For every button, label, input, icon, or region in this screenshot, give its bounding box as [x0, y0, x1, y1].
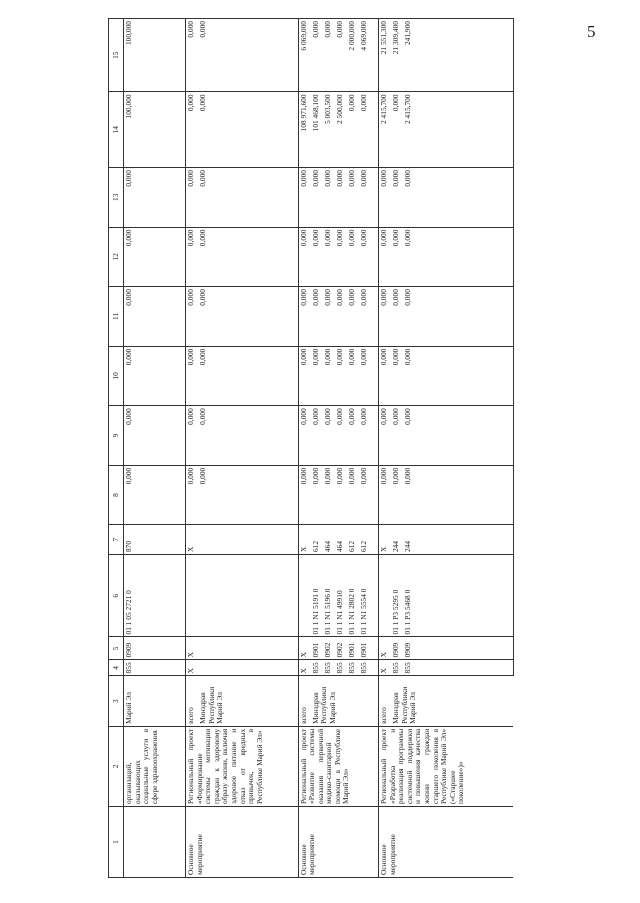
grbs-code: 855 [124, 660, 186, 676]
column-number: 14 [109, 92, 124, 168]
csr-code [379, 555, 392, 637]
activity-type-cell [124, 807, 186, 878]
csr-code: 01 1 N1 5191 0 [311, 555, 323, 637]
value-cell: 0,000 [379, 346, 392, 406]
value-cell: 100,000 [124, 92, 186, 168]
value-cell: 0,000 [359, 92, 379, 168]
activity-description: Региональный проект «Развитие системы оказания первичной медико-санитарной помощи в Республике Марий Эл» [298, 726, 379, 806]
value-cell: 0,000 [379, 287, 392, 347]
vr-code: 870 [124, 525, 186, 555]
csr-code: 01 1 N1 5554 0 [359, 555, 379, 637]
column-number: 1 [109, 807, 124, 878]
grbs-code: 855 [391, 660, 403, 676]
column-number: 15 [109, 19, 124, 92]
activity-type-cell: Основное мероприятие [298, 807, 379, 878]
value-cell: 2 000,000 [347, 19, 359, 92]
value-cell: 0,000 [186, 287, 199, 347]
value-cell: 0,000 [198, 346, 298, 406]
value-cell: 0,000 [347, 287, 359, 347]
grbs-code: 855 [335, 660, 347, 676]
grbs-code: 855 [323, 660, 335, 676]
value-cell: 0,000 [186, 227, 199, 287]
value-cell: 0,000 [311, 346, 323, 406]
csr-code [198, 555, 298, 637]
value-cell: 0,000 [335, 168, 347, 228]
budget-table [108, 18, 514, 878]
value-cell: 0,000 [403, 168, 513, 228]
csr-code: 01 1 P3 5468 0 [403, 555, 513, 637]
rzpr-code: 0901 [347, 637, 359, 660]
value-cell: 101 468,100 [311, 92, 323, 168]
activity-description: организаций, оказывающих социальные услуги в сфере здравоохранения [124, 726, 186, 806]
value-cell: 0,000 [198, 227, 298, 287]
table-row [379, 19, 392, 878]
value-cell: 0,000 [403, 465, 513, 525]
value-cell: 0,000 [311, 465, 323, 525]
value-cell: 2 415,700 [379, 92, 392, 168]
rzpr-code: 0901 [359, 637, 379, 660]
rzpr-code: X [186, 637, 199, 660]
csr-code: 01 1 P3 5295 0 [391, 555, 403, 637]
value-cell: 0,000 [359, 287, 379, 347]
csr-code: 01 1 05 2721 0 [124, 555, 186, 637]
column-number: 4 [109, 660, 124, 676]
value-cell: 108 971,600 [298, 92, 311, 168]
value-cell: 0,000 [311, 168, 323, 228]
vr-code: X [379, 525, 392, 555]
activity-description: Региональный проект «Разработка и реализация программы системной поддержки и повышения качества жизни граждан старшего поколения в Республике Марий Эл» («Старшее поколение»)» [379, 726, 514, 806]
activity-type-cell: Основное мероприятие [379, 807, 514, 878]
activity-description: Региональный проект «Формирование системы мотивации граждан к здоровому образу жизни, включая здоровое питание и отказ от вредных привычек, в Республике Марий Эл» [186, 726, 299, 806]
grbs-code [198, 660, 298, 676]
rotated-sheet [108, 18, 528, 878]
value-cell: 0,000 [186, 346, 199, 406]
value-cell: 100,000 [124, 19, 186, 92]
value-cell: 0,000 [335, 346, 347, 406]
vr-code: 612 [311, 525, 323, 555]
value-cell: 0,000 [198, 92, 298, 168]
vr-code: 464 [335, 525, 347, 555]
value-cell: 0,000 [323, 287, 335, 347]
value-cell: 0,000 [359, 346, 379, 406]
rzpr-code [198, 637, 298, 660]
column-number: 2 [109, 726, 124, 806]
vr-code: X [298, 525, 311, 555]
value-cell: 0,000 [359, 406, 379, 466]
value-cell: 0,000 [347, 465, 359, 525]
executor-cell: Минздрав Республики Марий Эл [391, 676, 513, 726]
value-cell: 0,000 [359, 168, 379, 228]
value-cell: 0,000 [298, 406, 311, 466]
grbs-code: X [379, 660, 392, 676]
value-cell: 0,000 [323, 346, 335, 406]
value-cell: 0,000 [391, 465, 403, 525]
value-cell: 0,000 [335, 19, 347, 92]
column-number: 12 [109, 227, 124, 287]
value-cell: 0,000 [359, 227, 379, 287]
value-cell: 0,000 [391, 287, 403, 347]
value-cell: 0,000 [298, 465, 311, 525]
value-cell: 0,000 [403, 287, 513, 347]
value-cell: 2 415,700 [403, 92, 513, 168]
value-cell: 0,000 [311, 406, 323, 466]
rzpr-code: 0902 [335, 637, 347, 660]
value-cell: 0,000 [124, 465, 186, 525]
value-cell: 0,000 [335, 465, 347, 525]
value-cell: 241,900 [403, 19, 513, 92]
value-cell: 0,000 [124, 346, 186, 406]
value-cell: 0,000 [198, 287, 298, 347]
value-cell: 0,000 [323, 227, 335, 287]
value-cell: 0,000 [391, 168, 403, 228]
executor-cell: всего [186, 676, 199, 726]
grbs-code: X [186, 660, 199, 676]
grbs-code: 855 [311, 660, 323, 676]
value-cell: 0,000 [198, 168, 298, 228]
column-number: 10 [109, 346, 124, 406]
value-cell: 0,000 [391, 346, 403, 406]
vr-code [198, 525, 298, 555]
column-number: 3 [109, 676, 124, 726]
csr-code [186, 555, 199, 637]
column-number: 13 [109, 168, 124, 228]
value-cell: 0,000 [379, 168, 392, 228]
value-cell: 0,000 [391, 92, 403, 168]
value-cell: 0,000 [198, 406, 298, 466]
value-cell: 0,000 [323, 19, 335, 92]
value-cell: 0,000 [186, 406, 199, 466]
table-row [298, 19, 311, 878]
value-cell: 0,000 [124, 406, 186, 466]
grbs-code: 855 [403, 660, 513, 676]
page-number: 5 [587, 22, 596, 41]
value-cell: 0,000 [391, 227, 403, 287]
value-cell: 0,000 [379, 406, 392, 466]
value-cell: 0,000 [124, 287, 186, 347]
value-cell: 0,000 [323, 168, 335, 228]
value-cell: 0,000 [335, 406, 347, 466]
value-cell: 0,000 [311, 287, 323, 347]
value-cell: 0,000 [298, 346, 311, 406]
value-cell: 0,000 [403, 227, 513, 287]
value-cell: 0,000 [186, 465, 199, 525]
rzpr-code: 0909 [124, 637, 186, 660]
value-cell: 0,000 [347, 92, 359, 168]
csr-code: 01 1 N1 5196 0 [323, 555, 335, 637]
value-cell: 0,000 [347, 406, 359, 466]
vr-code: 464 [323, 525, 335, 555]
value-cell: 4 069,000 [359, 19, 379, 92]
grbs-code: X [298, 660, 311, 676]
value-cell: 0,000 [403, 406, 513, 466]
csr-code: 01 1 N1 2802 0 [347, 555, 359, 637]
value-cell: 0,000 [298, 227, 311, 287]
rzpr-code: 0901 [311, 637, 323, 660]
value-cell: 0,000 [347, 168, 359, 228]
value-cell: 0,000 [347, 346, 359, 406]
value-cell: 0,000 [391, 406, 403, 466]
value-cell: 0,000 [379, 227, 392, 287]
csr-code: 01 1 N1 49910 [335, 555, 347, 637]
value-cell: 0,000 [403, 346, 513, 406]
activity-type-cell: Основное мероприятие [186, 807, 299, 878]
executor-cell: всего [298, 676, 311, 726]
vr-code: 244 [391, 525, 403, 555]
executor-cell: Минздрав Республики Марий Эл [198, 676, 298, 726]
grbs-code: 855 [359, 660, 379, 676]
value-cell: 0,000 [323, 406, 335, 466]
vr-code: 612 [359, 525, 379, 555]
grbs-code: 855 [347, 660, 359, 676]
value-cell: 0,000 [186, 168, 199, 228]
value-cell: 0,000 [347, 227, 359, 287]
rzpr-code: 0909 [403, 637, 513, 660]
rzpr-code: X [379, 637, 392, 660]
value-cell: 2 500,000 [335, 92, 347, 168]
column-number: 11 [109, 287, 124, 347]
rzpr-code: X [298, 637, 311, 660]
value-cell: 0,000 [298, 287, 311, 347]
column-number: 8 [109, 465, 124, 525]
column-number: 5 [109, 637, 124, 660]
csr-code [298, 555, 311, 637]
executor-cell: Минздрав Республики Марий Эл [311, 676, 379, 726]
value-cell: 0,000 [186, 19, 199, 92]
value-cell: 0,000 [124, 168, 186, 228]
vr-code: X [186, 525, 199, 555]
value-cell: 0,000 [198, 19, 298, 92]
value-cell: 21 309,400 [391, 19, 403, 92]
table-row [124, 19, 186, 878]
vr-code: 244 [403, 525, 513, 555]
value-cell: 0,000 [311, 227, 323, 287]
value-cell: 0,000 [323, 465, 335, 525]
value-cell: 21 551,300 [379, 19, 392, 92]
executor-cell: Марий Эл [124, 676, 186, 726]
column-number: 6 [109, 555, 124, 637]
column-number: 9 [109, 406, 124, 466]
value-cell: 0,000 [379, 465, 392, 525]
value-cell: 0,000 [359, 465, 379, 525]
value-cell: 0,000 [124, 227, 186, 287]
rzpr-code: 0909 [391, 637, 403, 660]
column-number-row [109, 19, 124, 878]
value-cell: 0,000 [335, 227, 347, 287]
table-header [109, 19, 124, 878]
rzpr-code: 0902 [323, 637, 335, 660]
value-cell: 0,000 [186, 92, 199, 168]
value-cell: 0,000 [335, 287, 347, 347]
value-cell: 0,000 [198, 465, 298, 525]
value-cell: 0,000 [311, 19, 323, 92]
value-cell: 6 069,000 [298, 19, 311, 92]
column-number: 7 [109, 525, 124, 555]
table-row [186, 19, 199, 878]
vr-code: 612 [347, 525, 359, 555]
value-cell: 0,000 [298, 168, 311, 228]
executor-cell: всего [379, 676, 392, 726]
value-cell: 5 003,500 [323, 92, 335, 168]
